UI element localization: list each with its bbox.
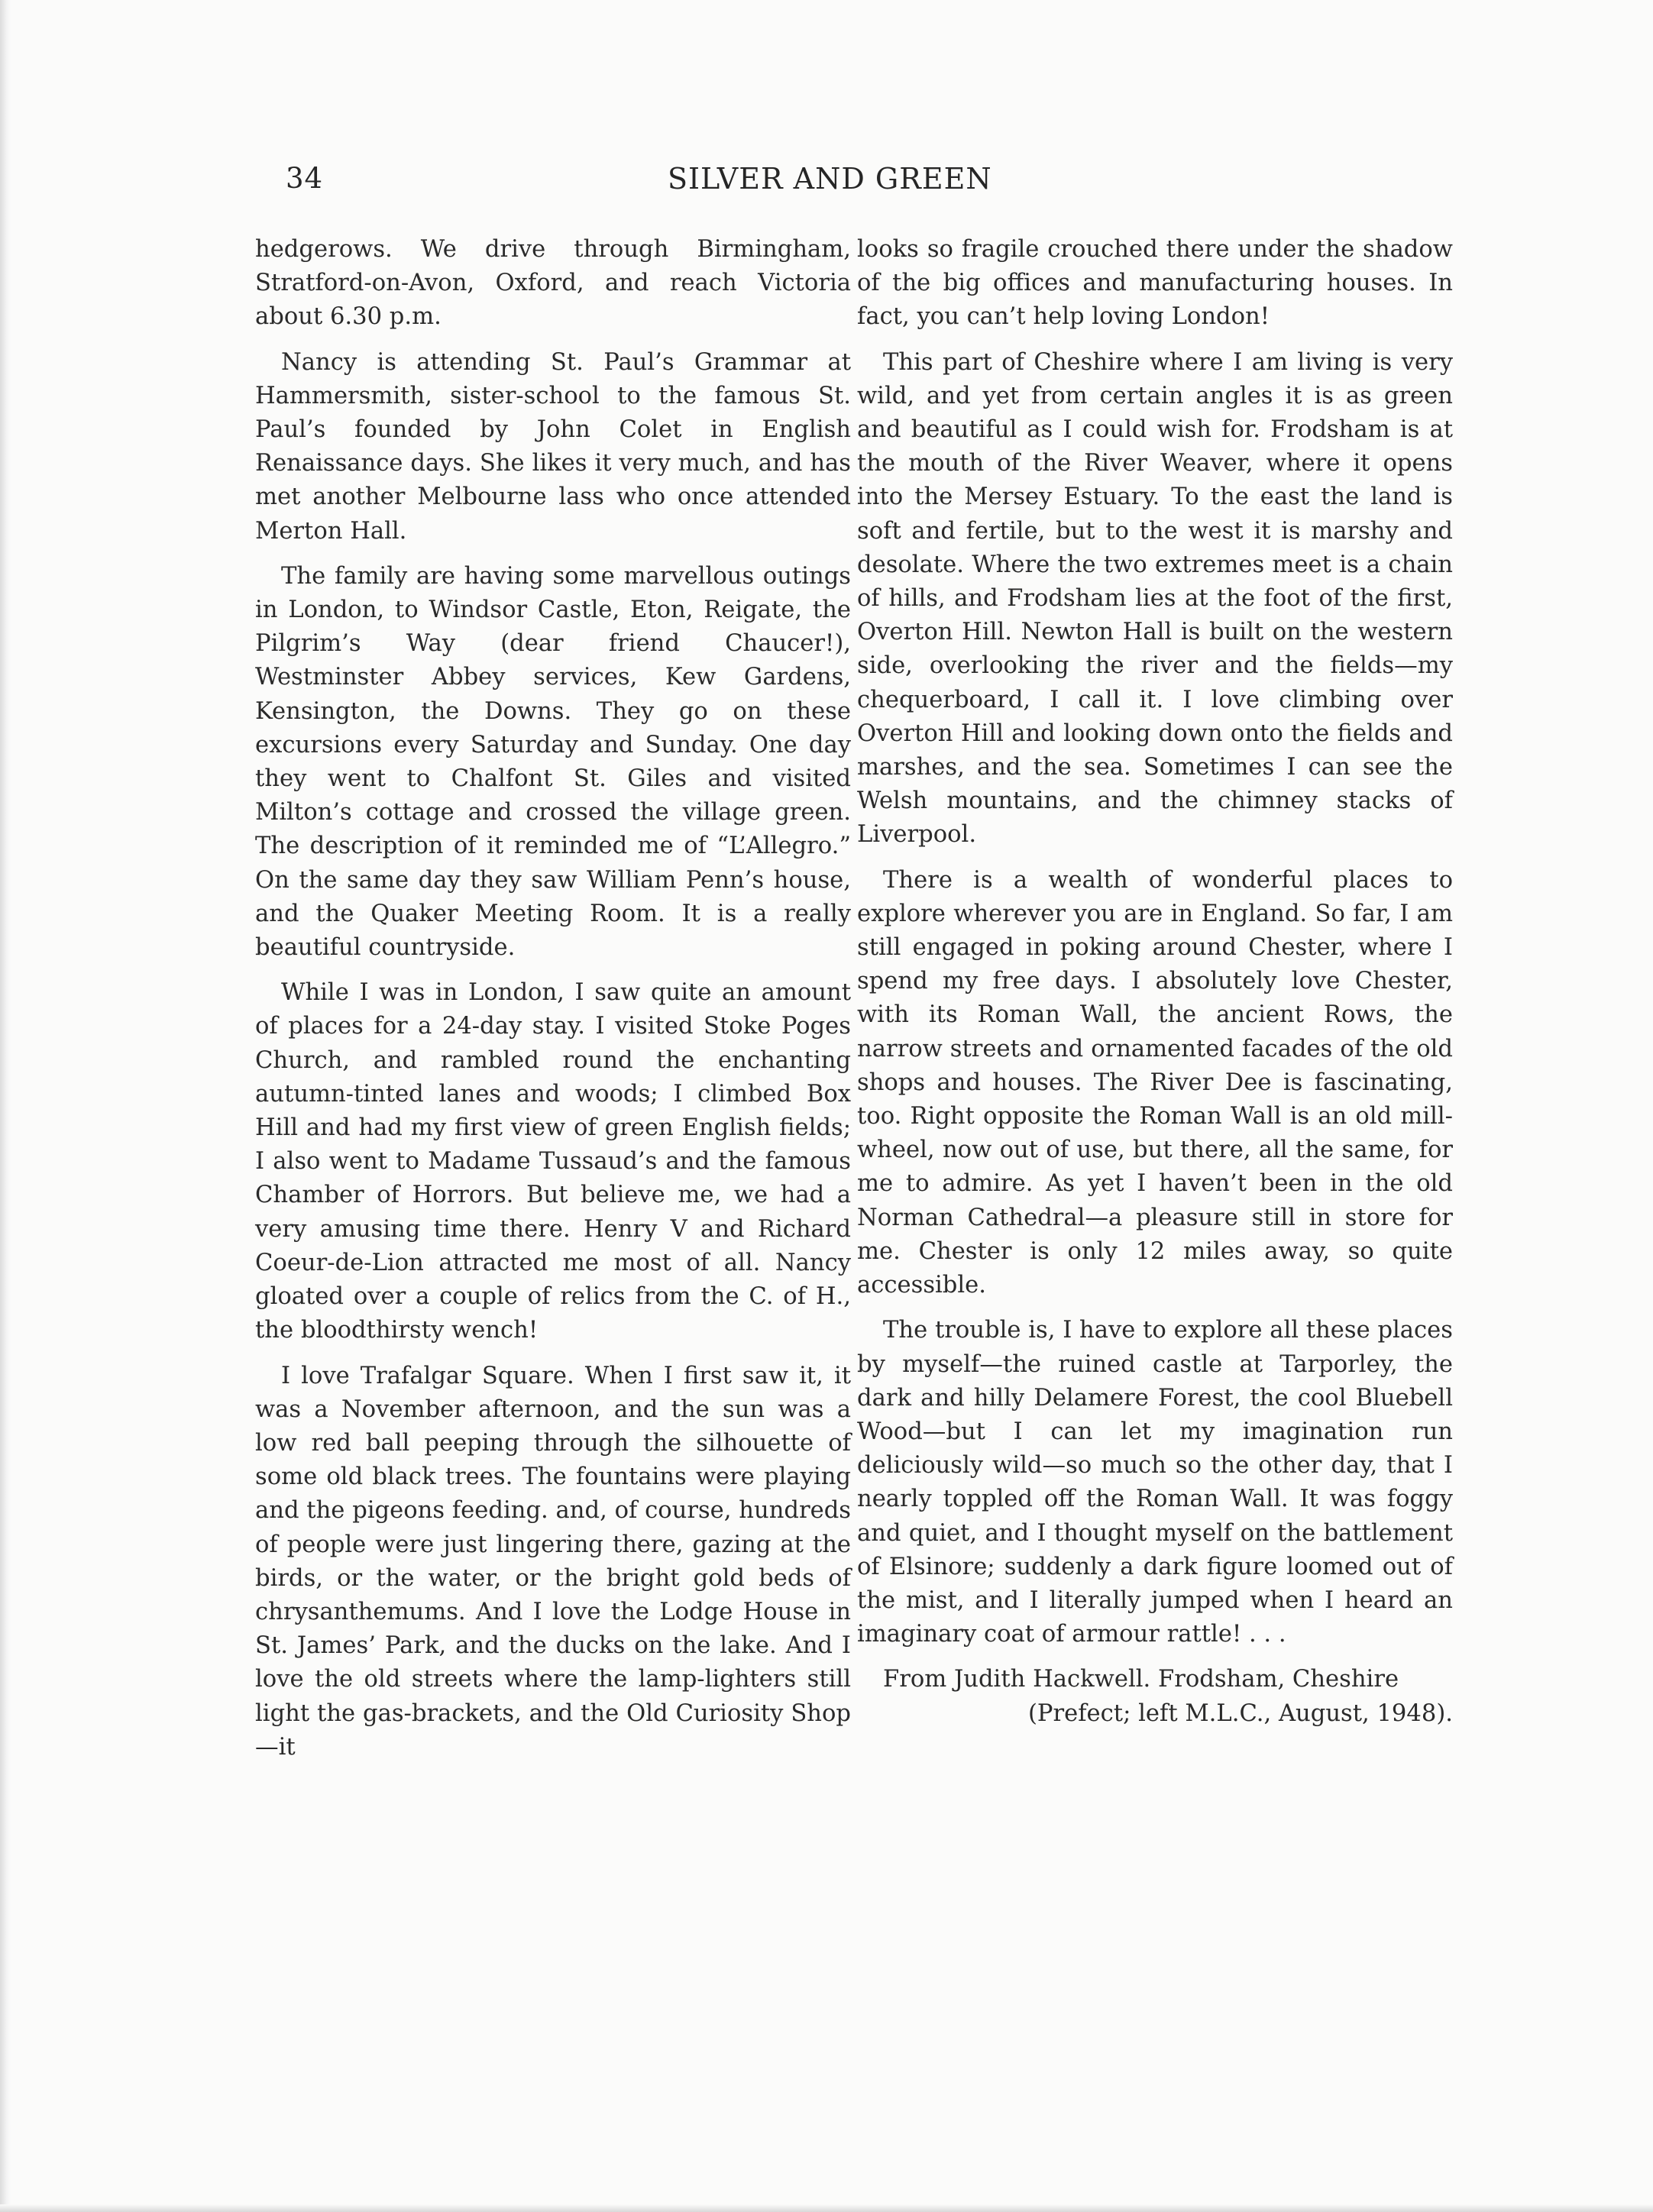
left-column bbox=[255, 233, 851, 1776]
paragraph: looks so fragile crouched there under the shadow of the big offices and manufacturing houses. In fact, you can’t help loving London! bbox=[857, 236, 1453, 331]
paragraph: There is a wealth of wonderful places to explore wherever you are in England. So far, I am still engaged in poking around Chester, where I spend my free days. I absolutely love Chester, with its Roman Wall, the ancient Rows, the narrow streets and ornamented facades of the old shops and houses. The River Dee is fascinating, too. Right opposite the Roman Wall is an old mill-wheel, now out of use, but there, all the same, for me to admire. As yet I haven’t been in the old Norman Cathedral—a pleasure still in store for me. Chester is only 12 miles away, so quite accessible. bbox=[857, 866, 1453, 1299]
right-column bbox=[857, 233, 1453, 1731]
signature-from-line: From Judith Hackwell. Frodsham, Cheshire bbox=[883, 1666, 1399, 1693]
signature-detail-line: (Prefect; left M.L.C., August, 1948). bbox=[1027, 1699, 1453, 1727]
paragraph: I love Trafalgar Square. When I first saw it, it was a November afternoon, and the sun was a low red ball peeping through the silhouette of some old black trees. The fountains were playing and the pigeons feeding. and, of course, hundreds of people were just lingering there, gazing at the birds, or the water, or the bright gold beds of chrysanthemums. And I love the Lodge House in St. James’ Park, and the ducks on the lake. And I love the old streets where the lamp-lighters still light the gas-brackets, and the Old Curiosity Shop—it bbox=[255, 1362, 851, 1761]
page-number: 34 bbox=[286, 162, 324, 195]
paragraph: The family are having some marvellous outings in London, to Windsor Castle, Eton, Reigate, the Pilgrim’s Way (dear friend Chaucer!), Westminster Abbey services, Kew Gardens, Kensington, the Downs. They go on these excursions every Saturday and Sunday. One day they went to Chalfont St. Giles and visited Milton’s cottage and crossed the village green. The description of it reminded me of “L’Allegro.” On the same day they saw William Penn’s house, and the Quaker Meeting Room. It is a really beautiful countryside. bbox=[255, 562, 851, 962]
paragraph: This part of Cheshire where I am living is very wild, and yet from certain angles it is as green and beautiful as I could wish for. Frodsham is at the mouth of the River Weaver, where it opens into the Mersey Estuary. To the east the land is soft and fertile, but to the west it is marshy and desolate. Where the two extremes meet is a chain of hills, and Frodsham lies at the foot of the first, Overton Hill. Newton Hall is built on the western side, overlooking the river and the fields—my chequerboard, I call it. I love climbing over Overton Hill and looking down onto the fields and marshes, and the sea. Sometimes I can see the Welsh mountains, and the chimney stacks of Liverpool. bbox=[857, 348, 1453, 849]
paragraph: The trouble is, I have to explore all these places by myself—the ruined castle at Tarporley, the dark and hilly Delamere Forest, the cool Bluebell Wood—but I can let my imagination run deliciously wild—so much so the other day, that I nearly toppled off the Roman Wall. It was foggy and quiet, and I thought myself on the battlement of Elsinore; suddenly a dark figure loomed out of the mist, and I literally jumped when I heard an imaginary coat of armour rattle! . . . bbox=[857, 1317, 1453, 1648]
paragraph: hedgerows. We drive through Birmingham, Stratford-on-Avon, Oxford, and reach Victoria about 6.30 p.m. bbox=[255, 236, 851, 331]
paragraph: While I was in London, I saw quite an amount of places for a 24-day stay. I visited Stoke Poges Church, and rambled round the enchanting autumn-tinted lanes and woods; I climbed Box Hill and had my first view of green English fields; I also went to Madame Tussaud’s and the famous Chamber of Horrors. But believe me, we had a very amusing time there. Henry V and Richard Coeur-de-Lion attracted me most of all. Nancy gloated over a couple of relics from the C. of H., the bloodthirsty wench! bbox=[255, 979, 851, 1344]
letter-signature bbox=[857, 1663, 1453, 1730]
page-bottom-edge bbox=[0, 2204, 1653, 2212]
running-title: SILVER AND GREEN bbox=[668, 162, 992, 196]
page-binding-edge bbox=[0, 0, 11, 2212]
paragraph: Nancy is attending St. Paul’s Grammar at Hammersmith, sister-school to the famous St. Paul’s founded by John Colet in English Renaissance days. She likes it very much, and has met another Melbourne lass who once attended Merton Hall. bbox=[255, 348, 851, 545]
